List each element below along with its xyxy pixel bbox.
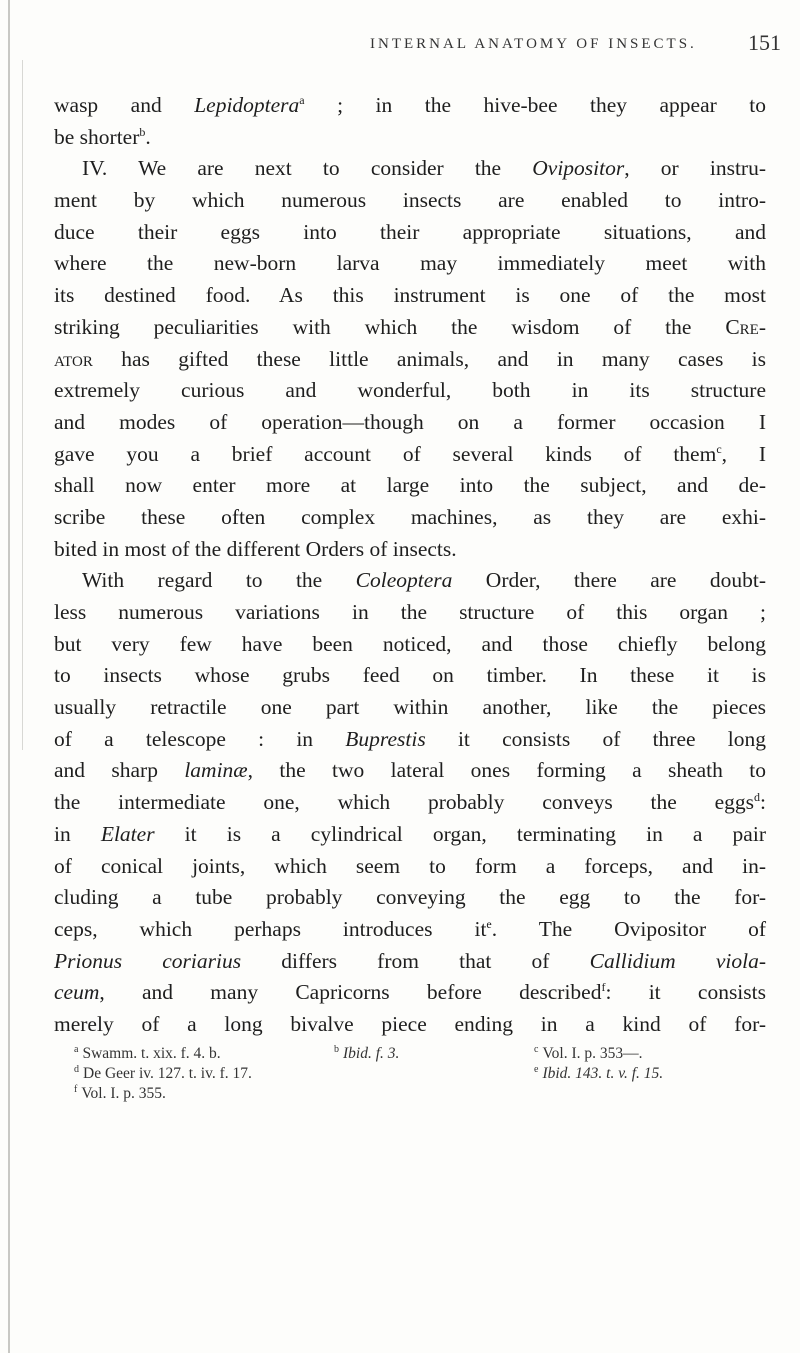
text-line: usually retractile one part within another, like the pieces [54, 695, 766, 720]
text-line: be shorter$^b$. [54, 124, 151, 149]
text-line: and sharp laminæ, the two lateral ones forming a sheath to [54, 758, 766, 783]
footnote-ref: c [716, 441, 722, 456]
text-line: ator has gifted these little animals, and in many cases is [54, 346, 766, 371]
text-line: wasp and Lepidoptera$^a$ ; in the hive-bee they appear to [54, 93, 766, 117]
text-line: gave you a brief account of several kinds of them$^c$, I [54, 441, 766, 466]
running-head [0, 22, 800, 62]
text-line: to insects whose grubs feed on timber. In these it is [54, 663, 766, 688]
text-line: of conical joints, which seem to form a forceps, and in- [54, 853, 766, 878]
text-line: in Elater it is a cylindrical organ, terminating in a pair [54, 821, 766, 846]
text-line: its destined food. As this instrument is one of the most [54, 283, 766, 308]
footnote-b: $^b$ Ibid. f. 3. [334, 1044, 400, 1062]
footnote-c: $^c$ Vol. I. p. 353—. [534, 1044, 643, 1062]
footnote-row [74, 1040, 774, 1060]
footnote-row [74, 1060, 774, 1080]
footnote-ref: f [601, 980, 606, 995]
text-line: of a telescope : in Buprestis it consists of three long [54, 726, 766, 751]
footnote-f: $^f$ Vol. I. p. 355. [74, 1084, 166, 1102]
text-line: and modes of operation—though on a former occasion I [54, 409, 766, 434]
text-line: the intermediate one, which probably conveys the eggs$^d$: [54, 790, 766, 815]
footnote-ref: a [299, 93, 305, 107]
footnote-ref: d [754, 790, 761, 805]
text-line: cluding a tube probably conveying the egg to the for- [54, 885, 766, 910]
text-line: shall now enter more at large into the subject, and de- [54, 473, 766, 498]
text-line: ceps, which perhaps introduces $it^e$. The Ovipositor of [54, 916, 766, 941]
text-line: bited in most of the different Orders of insects. [54, 536, 457, 561]
text-line: ment by which numerous insects are enabled to intro- [54, 188, 766, 213]
running-head-title: INTERNAL ANATOMY OF INSECTS. [370, 36, 697, 52]
body-text [54, 90, 766, 1041]
text-line: where the new-born larva may immediately meet with [54, 251, 766, 276]
text-line: extremely curious and wonderful, both in its structure [54, 378, 766, 403]
footnote-e: $^e$ Ibid. 143. t. v. f. 15. [534, 1064, 664, 1082]
text-line: duce their eggs into their appropriate situations, and [54, 219, 766, 244]
text-line: ceum, and many Capricorns before described$^f$: it consists [54, 980, 766, 1005]
footnote-a: $^a$ Swamm. t. xix. f. 4. b. [74, 1044, 221, 1062]
text-line: With regard to the Coleoptera Order, there are doubt- [82, 568, 766, 593]
text-line: merely of a long bivalve piece ending in a kind of for- [54, 1011, 766, 1036]
page-number: 151 [748, 30, 781, 55]
text-line: less numerous variations in the structure of this organ ; [54, 600, 766, 624]
footnote-row [74, 1080, 774, 1100]
text-line: striking peculiarities with which the wisdom of the Cre- [54, 314, 766, 339]
text-line: Prionus coriarius differs from that of Callidium viola- [54, 948, 766, 973]
footnotes [74, 1040, 774, 1100]
text-line: but very few have been noticed, and those chiefly belong [54, 631, 766, 656]
text-line: IV. We are next to consider the Ovipositor, or instru- [82, 156, 766, 181]
footnote-ref: e [486, 916, 492, 931]
binding-edge-line [22, 60, 23, 750]
footnote-d: $^d$ De Geer iv. 127. t. iv. f. 17. [74, 1064, 252, 1082]
text-line: scribe these often complex machines, as they are exhi- [54, 504, 766, 529]
binding-edge-shadow [8, 0, 10, 1353]
footnote-ref: b [139, 124, 146, 139]
